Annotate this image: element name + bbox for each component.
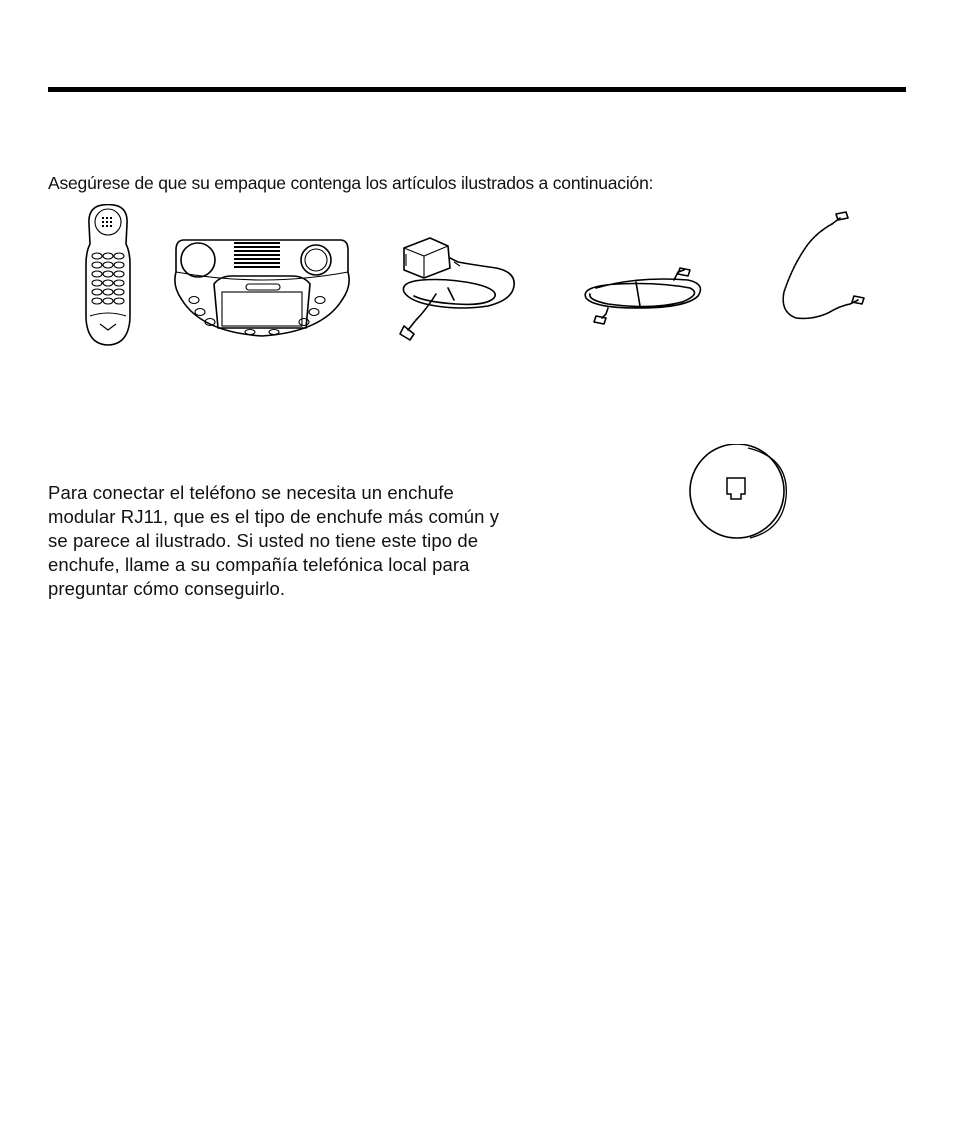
- paragraph-line: Para conectar el teléfono se necesita un enchufe: [48, 482, 454, 503]
- telephone-line-cord-icon: [578, 266, 706, 326]
- header-rule: [48, 87, 906, 92]
- handset-icon: [82, 204, 134, 346]
- paragraph-line: se parece al ilustrado. Si usted no tiene este tipo de: [48, 530, 479, 551]
- ac-power-adapter-icon: [396, 234, 522, 344]
- coiled-handset-cord-icon: [770, 210, 870, 330]
- jack-requirement-paragraph: [48, 481, 568, 601]
- paragraph-line: modular RJ11, que es el tipo de enchufe más común y: [48, 506, 500, 527]
- paragraph-line: preguntar cómo conseguirlo.: [48, 578, 286, 599]
- package-contents-intro: Asegúrese de que su empaque contenga los artículos ilustrados a continuación:: [48, 173, 654, 193]
- base-unit-icon: [172, 236, 352, 340]
- paragraph-line: enchufe, llame a su compañía telefónica local para: [48, 554, 470, 575]
- package-items: [0, 196, 954, 356]
- rj11-modular-jack-icon: [686, 444, 796, 544]
